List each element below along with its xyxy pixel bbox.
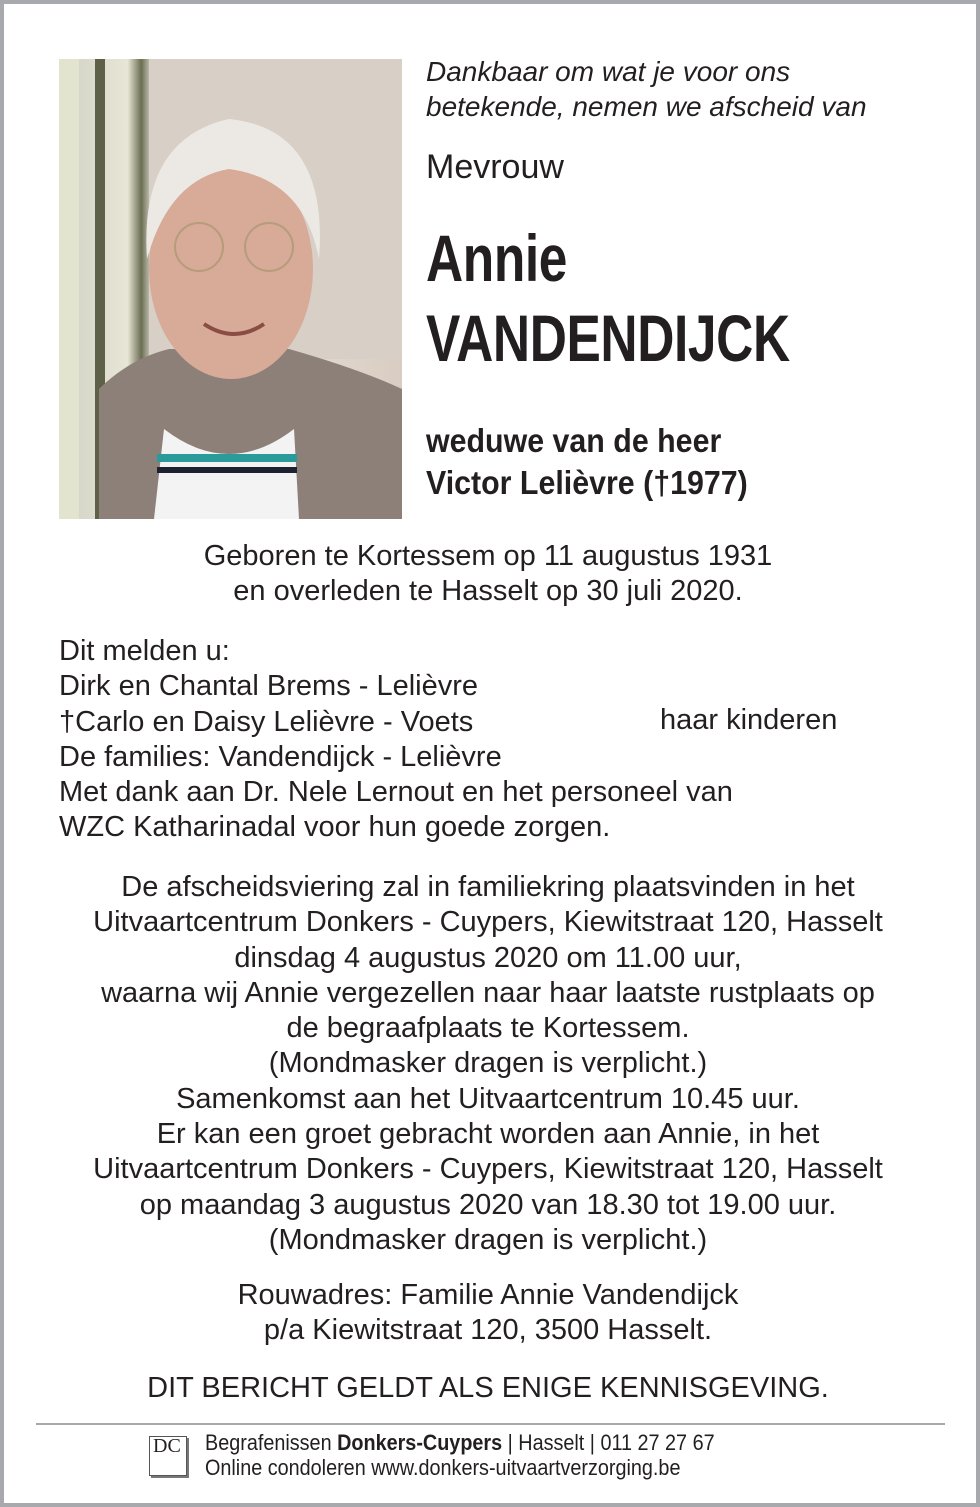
intro-line: Dankbaar om wat je voor ons [426,56,791,87]
footer-prefix: Begrafenissen [205,1430,338,1455]
children-label: haar kinderen [660,704,838,736]
footer-divider [36,1423,945,1425]
online-condolence-link[interactable]: Online condoleren www.donkers-uitvaartverzorging.be [205,1455,681,1480]
ceremony-line: Uitvaartcentrum Donkers - Cuypers, Kiewitstraat 120, Hasselt [93,906,883,939]
title: Mevrouw [426,148,564,186]
birth-death [0,539,976,610]
address-line: p/a Kiewitstraat 120, 3500 Hasselt. [263,1314,713,1347]
ceremony-line: Er kan een groet gebracht worden aan Annie, in het [156,1118,820,1151]
ceremony-line: op maandag 3 augustus 2020 van 18.30 tot 19.00 uur. [139,1188,837,1221]
ceremony-line: de begraafplaats te Kortessem. [286,1012,690,1045]
last-name: VANDENDIJCK [426,301,790,375]
mourning-address [0,1278,976,1349]
family-line: Dirk en Chantal Brems - Lelièvre [59,670,479,703]
intro-text [426,54,867,124]
funeral-home-logo [149,1436,187,1476]
ceremony-line: (Mondmasker dragen is verplicht.) [268,1047,708,1080]
widow-line: weduwe van de heer [426,422,722,459]
ceremony-line: Samenkomst aan het Uitvaartcentrum 10.45 uur. [176,1082,800,1115]
ceremony-line: De afscheidsviering zal in familiekring plaatsvinden in het [121,871,855,903]
family-line: Met dank aan Dr. Nele Lernout en het personeel van [59,776,733,809]
intro-line: betekende, nemen we afscheid van [426,91,867,122]
death-line: en overleden te Hasselt op 30 juli 2020. [233,575,743,608]
ceremony-line: (Mondmasker dragen is verplicht.) [268,1223,708,1256]
widow-of [426,420,748,504]
widow-line: Victor Lelièvre (†1977) [426,464,748,501]
first-name: Annie [426,221,568,295]
family-line: Dit melden u: [59,635,230,667]
family-line: †Carlo en Daisy Lelièvre - Voets [59,705,474,738]
ceremony-line: dinsdag 4 augustus 2020 om 11.00 uur, [234,941,742,974]
notice: DIT BERICHT GELDT ALS ENIGE KENNISGEVING. [147,1372,829,1404]
portrait-photo [59,59,402,519]
logo-text: DC [153,1435,181,1457]
family-line: WZC Katharinadal voor hun goede zorgen. [59,811,611,844]
footer-contact-details: | Hasselt | 011 27 27 67 [502,1430,715,1455]
ceremony-line: Uitvaartcentrum Donkers - Cuypers, Kiewitstraat 120, Hasselt [93,1153,883,1186]
footer-contact [205,1430,715,1455]
ceremony-line: waarna wij Annie vergezellen naar haar laatste rustplaats op [101,976,875,1009]
family-line: De families: Vandendijck - Lelièvre [59,740,502,773]
address-line: Rouwadres: Familie Annie Vandendijck [237,1279,739,1311]
company-name: Donkers-Cuypers [337,1430,503,1455]
footer [205,1430,715,1480]
ceremony-info [0,870,976,1258]
birth-line: Geboren te Kortessem op 11 augustus 1931 [203,540,773,572]
family-list [59,634,733,846]
